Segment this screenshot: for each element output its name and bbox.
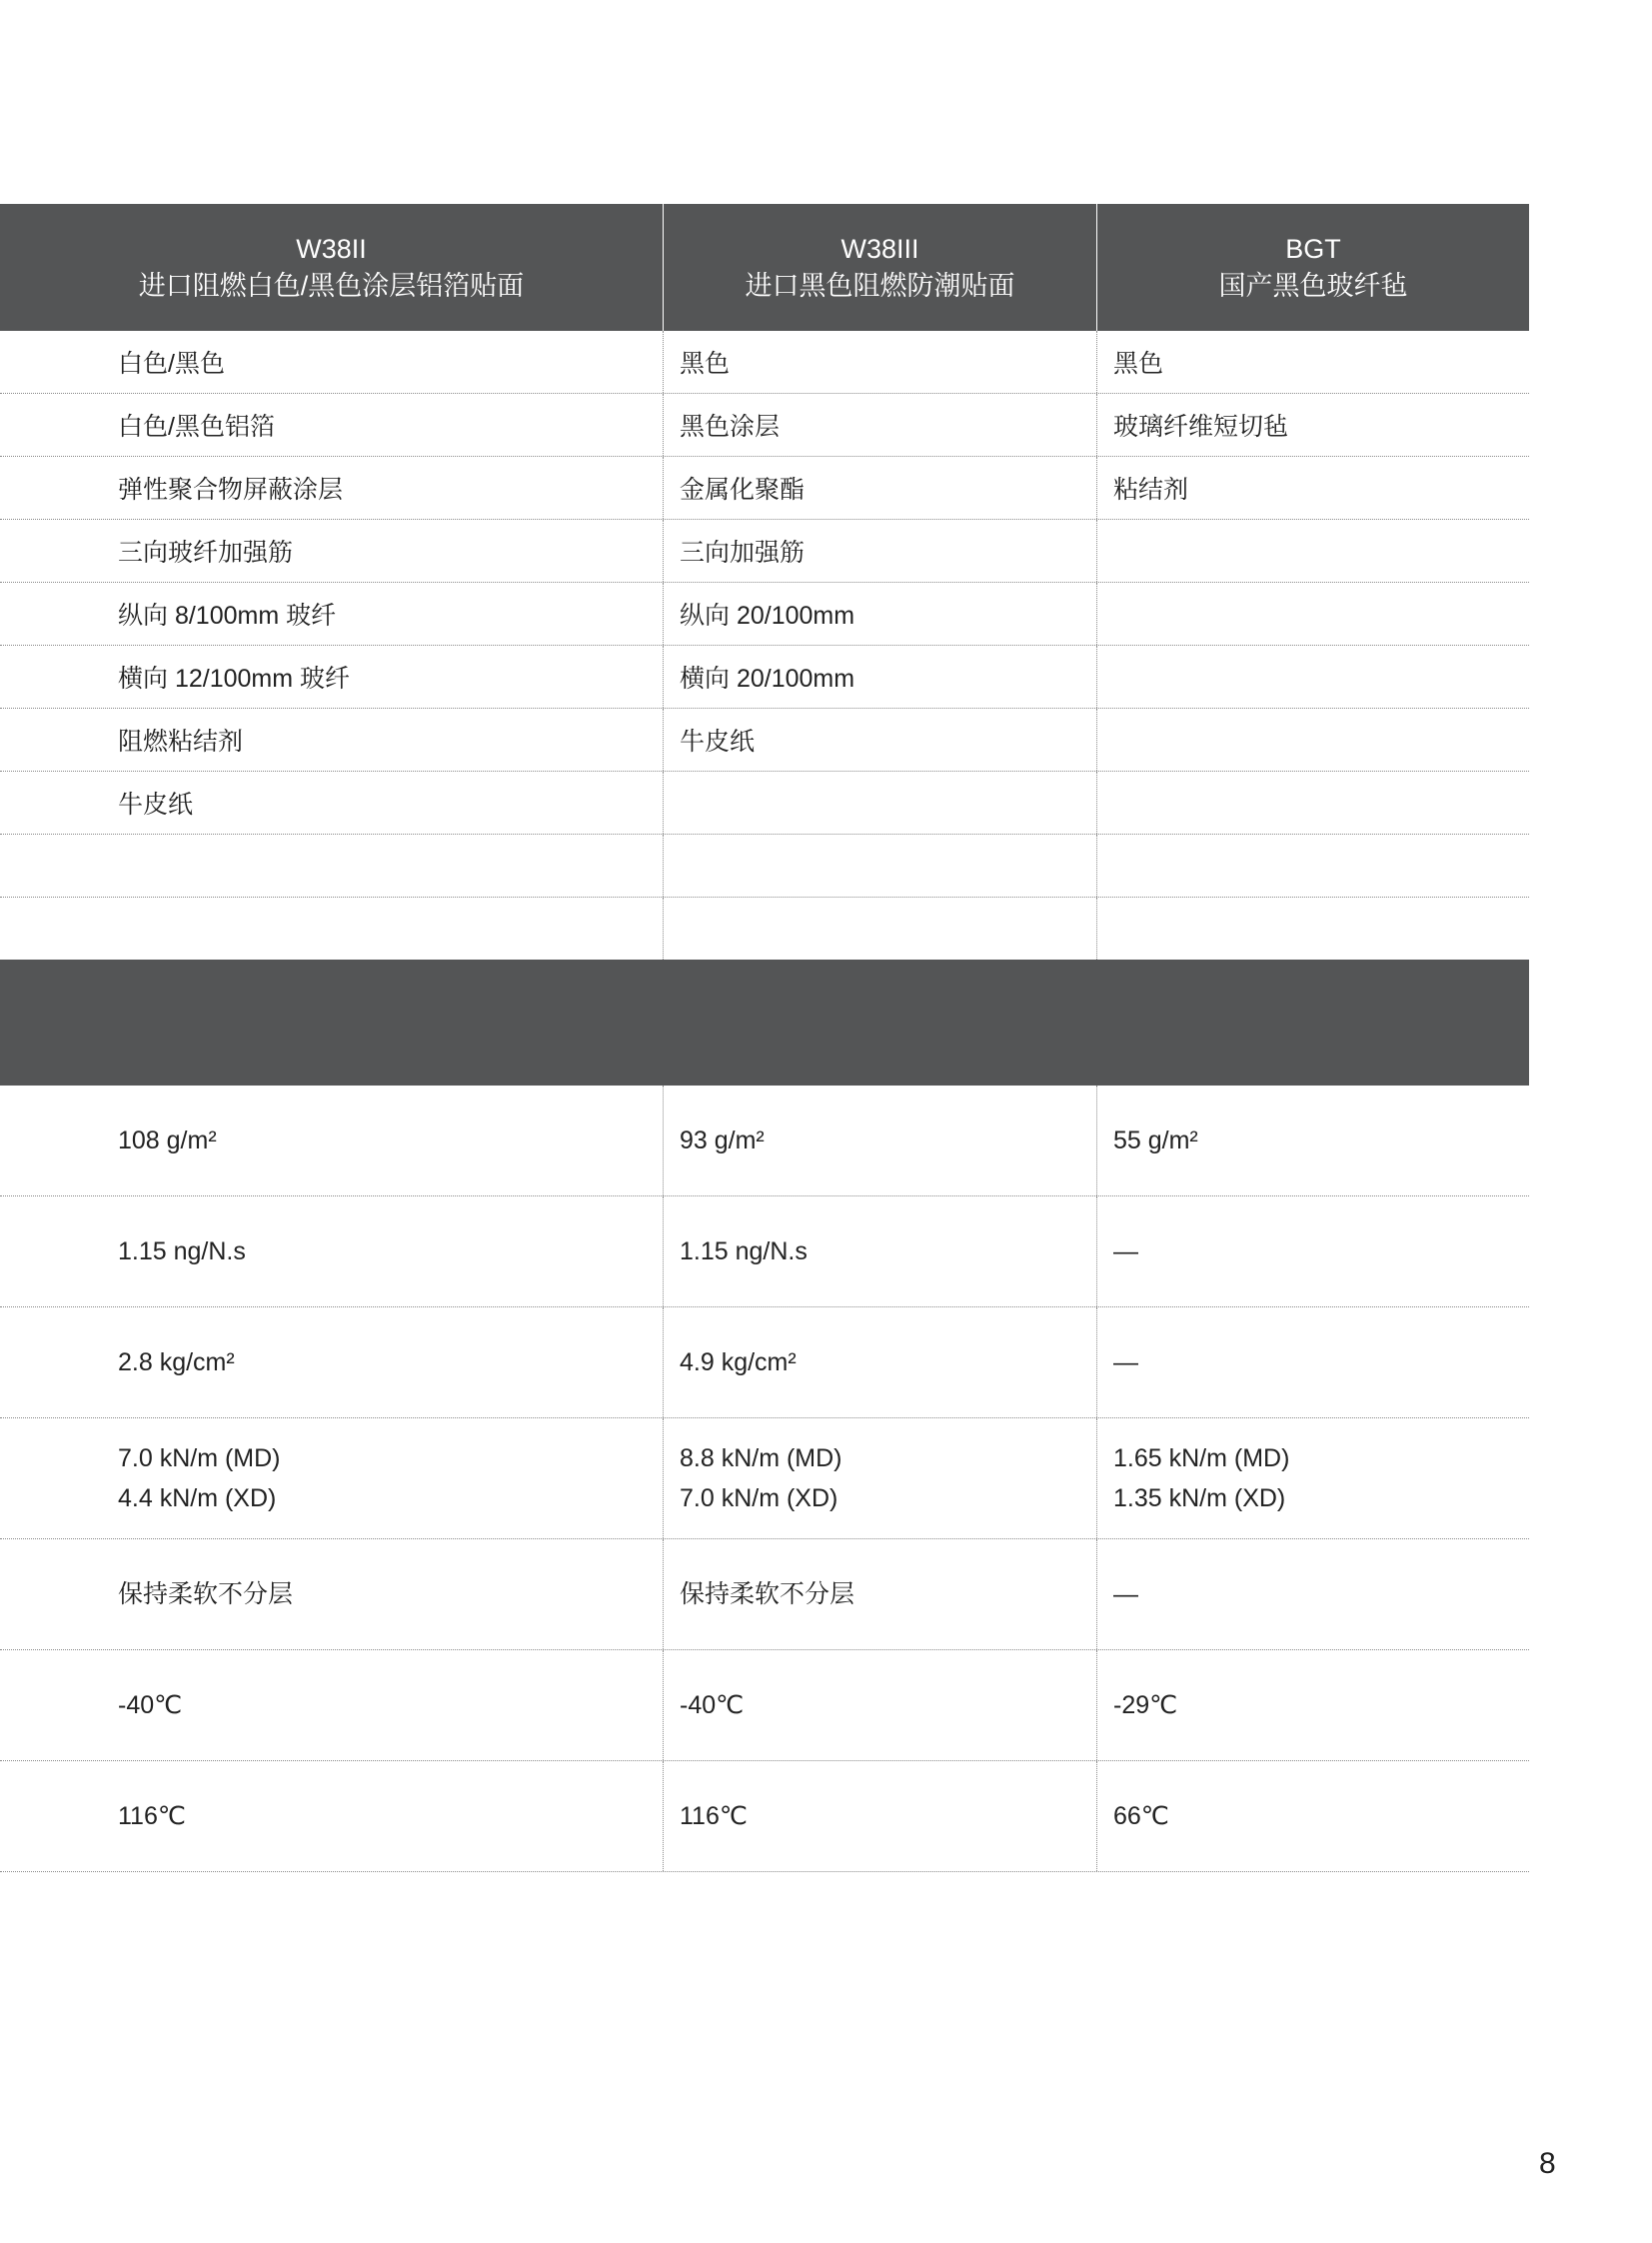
- cell-value: 93 g/m²: [680, 1126, 765, 1154]
- table-cell: 阻燃粘结剂: [118, 728, 244, 756]
- column-name: 国产黑色玻纤毡: [1218, 270, 1408, 301]
- column-header-w38iii: [663, 204, 1096, 331]
- table-row: [0, 1650, 1529, 1761]
- table-row: [0, 331, 1529, 394]
- cell-value: 2.8 kg/cm²: [118, 1348, 235, 1376]
- cell-value: 66℃: [1113, 1802, 1169, 1830]
- cell-value: 1.15 ng/N.s: [680, 1237, 808, 1265]
- table-cell: [663, 1650, 1096, 1760]
- cell-value: 55 g/m²: [1113, 1126, 1198, 1154]
- table-cell: [663, 1761, 1096, 1871]
- table-header: [0, 204, 1529, 331]
- spec-table: [0, 204, 1529, 1872]
- table-cell: [1096, 1307, 1529, 1417]
- properties-section: [0, 1086, 1529, 1872]
- table-cell: 纵向 20/100mm: [663, 583, 1096, 645]
- table-cell: 纵向 8/100mm 玻纤: [118, 602, 337, 630]
- table-row: [0, 898, 1529, 960]
- table-cell: [1096, 520, 1529, 582]
- column-name: 进口黑色阻燃防潮贴面: [745, 270, 1015, 301]
- column-code: W38II: [296, 233, 367, 264]
- table-row: [0, 709, 1529, 772]
- cell-value: -40℃: [680, 1691, 745, 1719]
- column-header-w38ii: [0, 204, 663, 331]
- table-cell: [0, 1196, 663, 1306]
- table-cell: [0, 1539, 663, 1649]
- table-cell: [663, 898, 1096, 960]
- table-row: [0, 583, 1529, 646]
- cell-value: 108 g/m²: [118, 1126, 217, 1154]
- table-cell: 黑色: [1096, 331, 1529, 393]
- table-cell: 黑色: [663, 331, 1096, 393]
- cell-value: 7.0 kN/m (XD): [680, 1484, 838, 1512]
- table-row: [0, 1418, 1529, 1539]
- table-cell: 白色/黑色: [118, 350, 225, 378]
- table-cell: 三向玻纤加强筋: [118, 539, 294, 567]
- column-name: 进口阻燃白色/黑色涂层铝箔贴面: [138, 270, 525, 301]
- table-cell: [0, 835, 663, 897]
- table-row: [0, 520, 1529, 583]
- table-cell: [1096, 772, 1529, 834]
- table-cell: [0, 1650, 663, 1760]
- cell-value: 116℃: [680, 1802, 748, 1830]
- table-cell: 横向 20/100mm: [663, 646, 1096, 708]
- table-row: [0, 394, 1529, 457]
- cell-value: 1.35 kN/m (XD): [1113, 1484, 1286, 1512]
- table-row: [0, 1761, 1529, 1872]
- table-cell: 牛皮纸: [118, 791, 194, 819]
- table-cell: 横向 12/100mm 玻纤: [118, 665, 351, 693]
- table-cell: [663, 835, 1096, 897]
- table-cell: 粘结剂: [1096, 457, 1529, 519]
- table-cell: [0, 1761, 663, 1871]
- table-cell: [1096, 583, 1529, 645]
- column-code: BGT: [1285, 233, 1341, 264]
- table-cell: 金属化聚酯: [663, 457, 1096, 519]
- page-number: 8: [1539, 2147, 1556, 2180]
- cell-value: 保持柔软不分层: [680, 1580, 855, 1608]
- table-cell: [0, 1086, 663, 1195]
- table-row: [0, 1539, 1529, 1650]
- table-row: [0, 772, 1529, 835]
- table-cell: [663, 772, 1096, 834]
- cell-value: 4.4 kN/m (XD): [118, 1484, 277, 1512]
- table-cell: [663, 1539, 1096, 1649]
- table-cell: [1096, 898, 1529, 960]
- table-cell: [663, 1086, 1096, 1195]
- table-cell: [663, 1307, 1096, 1417]
- table-row: [0, 1196, 1529, 1307]
- table-row: [0, 1307, 1529, 1418]
- table-cell: [1096, 835, 1529, 897]
- table-row: [0, 1086, 1529, 1196]
- cell-value: -29℃: [1113, 1691, 1178, 1719]
- cell-value: -40℃: [118, 1691, 183, 1719]
- table-cell: 黑色涂层: [663, 394, 1096, 456]
- table-row: [0, 457, 1529, 520]
- table-cell: 牛皮纸: [663, 709, 1096, 771]
- cell-value: 7.0 kN/m (MD): [118, 1444, 281, 1472]
- table-row: [0, 835, 1529, 898]
- column-header-bgt: [1096, 204, 1529, 331]
- table-cell: [1096, 646, 1529, 708]
- cell-value: 1.65 kN/m (MD): [1113, 1444, 1290, 1472]
- section-divider-band: [0, 960, 1529, 1086]
- table-cell: [1096, 709, 1529, 771]
- cell-value: —: [1113, 1580, 1138, 1608]
- table-cell: [663, 1196, 1096, 1306]
- table-row: [0, 646, 1529, 709]
- table-cell: [0, 898, 663, 960]
- table-cell: 弹性聚合物屏蔽涂层: [118, 476, 344, 504]
- table-cell: [1096, 1650, 1529, 1760]
- table-cell: [1096, 1418, 1529, 1538]
- table-cell: [1096, 1086, 1529, 1195]
- cell-value: 4.9 kg/cm²: [680, 1348, 797, 1376]
- cell-value: 116℃: [118, 1802, 186, 1830]
- table-cell: [1096, 1196, 1529, 1306]
- table-cell: 玻璃纤维短切毡: [1096, 394, 1529, 456]
- table-cell: [663, 1418, 1096, 1538]
- cell-value: 保持柔软不分层: [118, 1580, 294, 1608]
- table-cell: [0, 1418, 663, 1538]
- cell-value: —: [1113, 1237, 1138, 1265]
- column-code: W38III: [840, 233, 919, 264]
- table-cell: [0, 1307, 663, 1417]
- cell-value: 1.15 ng/N.s: [118, 1237, 246, 1265]
- cell-value: 8.8 kN/m (MD): [680, 1444, 842, 1472]
- structure-section: [0, 331, 1529, 960]
- table-cell: 白色/黑色铝箔: [118, 413, 275, 441]
- table-cell: 三向加强筋: [663, 520, 1096, 582]
- table-cell: [1096, 1761, 1529, 1871]
- table-cell: [1096, 1539, 1529, 1649]
- cell-value: —: [1113, 1348, 1138, 1376]
